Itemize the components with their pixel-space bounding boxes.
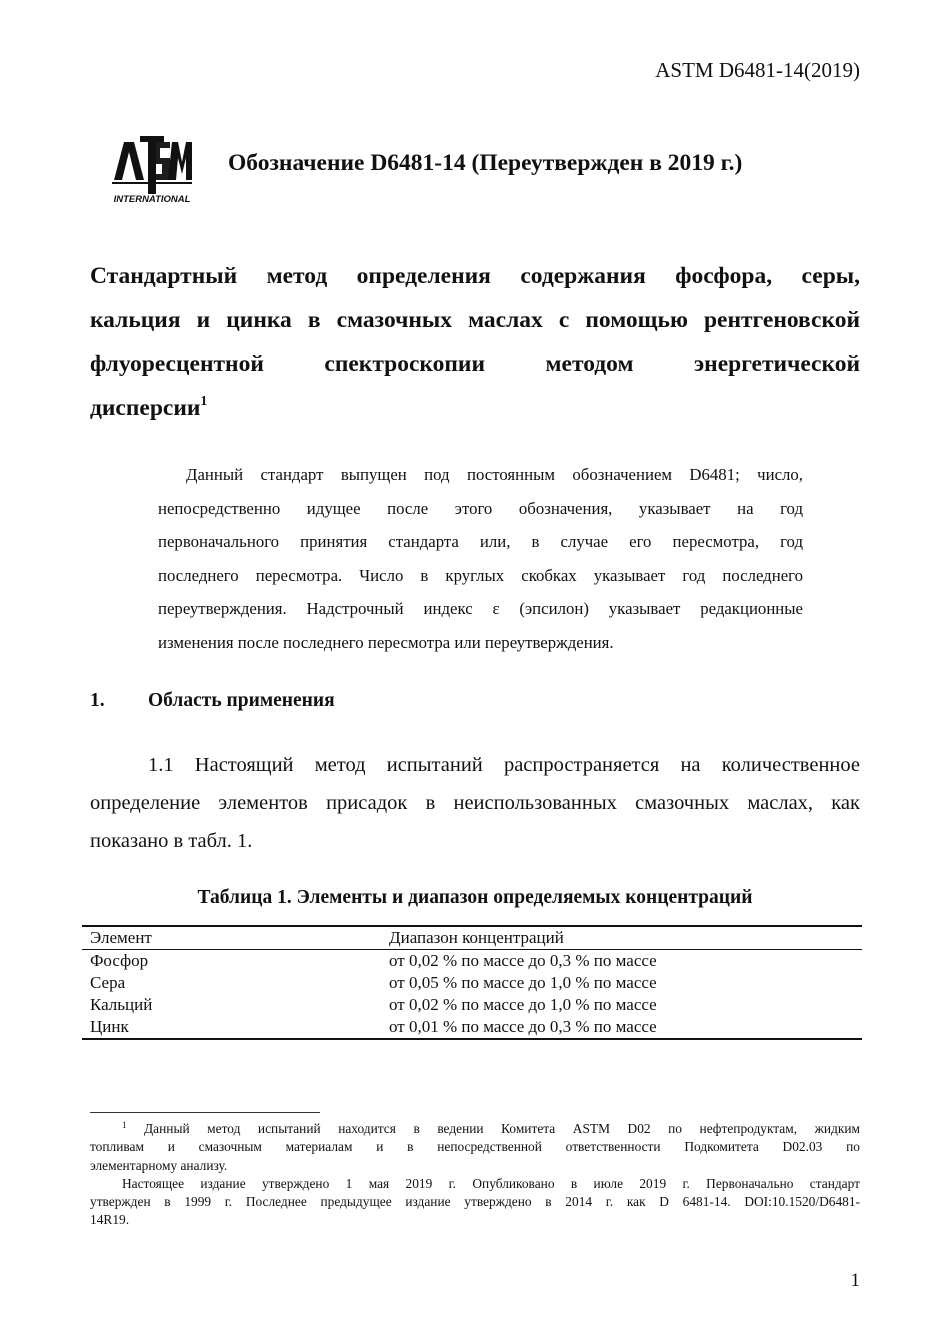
section-number: 1. <box>90 690 105 711</box>
logo-letter-a <box>114 142 144 180</box>
footnotes <box>90 1120 860 1230</box>
footnote-line: топливам и смазочным материалам и в непосредственной ответственности Подкомитета D02.03 по <box>90 1139 860 1155</box>
notice-line: последнего пересмотра. Число в круглых скобках указывает год последнего <box>158 565 803 585</box>
table-cell-element: Фосфор <box>90 951 149 970</box>
elements-table <box>82 925 862 1040</box>
notice-line: Данный стандарт выпущен под постоянным обозначением D6481; число, <box>186 465 803 484</box>
table-cell-range: от 0,02 % по массе до 0,3 % по массе <box>389 951 657 970</box>
table-header-row <box>82 926 862 950</box>
scope-paragraph <box>90 746 860 860</box>
table-cell-range: от 0,01 % по массе до 0,3 % по массе <box>389 1017 657 1036</box>
table-row <box>82 994 862 1016</box>
table-cell-element: Сера <box>90 973 126 992</box>
notice-line: первоначального принятия стандарта или, в случае его пересмотра, год <box>158 532 803 551</box>
footnote-marker: 1 <box>122 1120 127 1130</box>
footnote-line: 14R19. <box>90 1212 130 1228</box>
column-header-range: Диапазон концентраций <box>389 928 564 947</box>
title-line: флуоресцентной спектроскопии методом энергетической <box>90 351 860 377</box>
standard-notice <box>158 458 803 659</box>
footnote-line: утвержден в 1999 г. Последнее предыдущее издание утверждено в 2014 г. как D 6481-14. DOI:10.1520/D6481- <box>90 1194 860 1210</box>
notice-line: непосредственно идущее после этого обозначения, указывает на год <box>158 498 803 518</box>
title-line: Стандартный метод определения содержания фосфора, серы, <box>90 263 860 289</box>
footnote-text: Данный метод испытаний находится в ведении Комитета ASTM D02 по нефтепродуктам, жидким <box>144 1121 860 1136</box>
paragraph-line: определение элементов присадок в неиспользованных смазочных маслах, как <box>90 792 860 814</box>
title-line: кальция и цинка в смазочных маслах с помощью рентгеновской <box>90 307 860 333</box>
table-row <box>82 1016 862 1039</box>
paragraph-line: 1.1 Настоящий метод испытаний распространяется на количественное <box>148 754 860 776</box>
table-cell-range: от 0,05 % по массе до 1,0 % по массе <box>389 973 657 992</box>
table-cell-element: Цинк <box>90 1017 129 1036</box>
paragraph-line: показано в табл. 1. <box>90 830 253 852</box>
column-header-element: Элемент <box>90 928 152 947</box>
footnote-line <box>90 1120 860 1138</box>
table-cell-element: Кальций <box>90 995 153 1014</box>
page-number: 1 <box>850 1270 860 1291</box>
footnote-separator <box>90 1112 320 1113</box>
logo-subtitle: INTERNATIONAL <box>113 194 191 205</box>
footnote-line: Настоящее издание утверждено 1 мая 2019 г. Опубликовано в июле 2019 г. Первоначально стандарт <box>122 1175 860 1191</box>
table-caption: Таблица 1. Элементы и диапазон определяемых концентраций <box>197 887 753 908</box>
footnote-reference[interactable]: 1 <box>200 394 208 409</box>
table-cell-range: от 0,02 % по массе до 1,0 % по массе <box>389 995 657 1014</box>
notice-line: переутверждения. Надстрочный индекс ε (эпсилон) указывает редакционные <box>158 599 803 618</box>
designation-heading: Обозначение D6481-14 (Переутвержден в 2019 г.) <box>228 150 743 176</box>
section-title: Область применения <box>148 690 335 711</box>
notice-line: изменения после последнего пересмотра или переутверждения. <box>158 632 614 652</box>
document-code: ASTM D6481-14(2019) <box>655 58 860 82</box>
document-title <box>90 254 860 430</box>
title-line-last <box>90 386 860 430</box>
logo-letter-m <box>168 142 192 180</box>
table-row <box>82 950 862 973</box>
footnote-line: элементарному анализу. <box>90 1157 228 1173</box>
table-row <box>82 972 862 994</box>
logo-rule <box>112 182 192 184</box>
astm-logo <box>110 132 194 206</box>
title-line: дисперсии <box>90 395 201 421</box>
